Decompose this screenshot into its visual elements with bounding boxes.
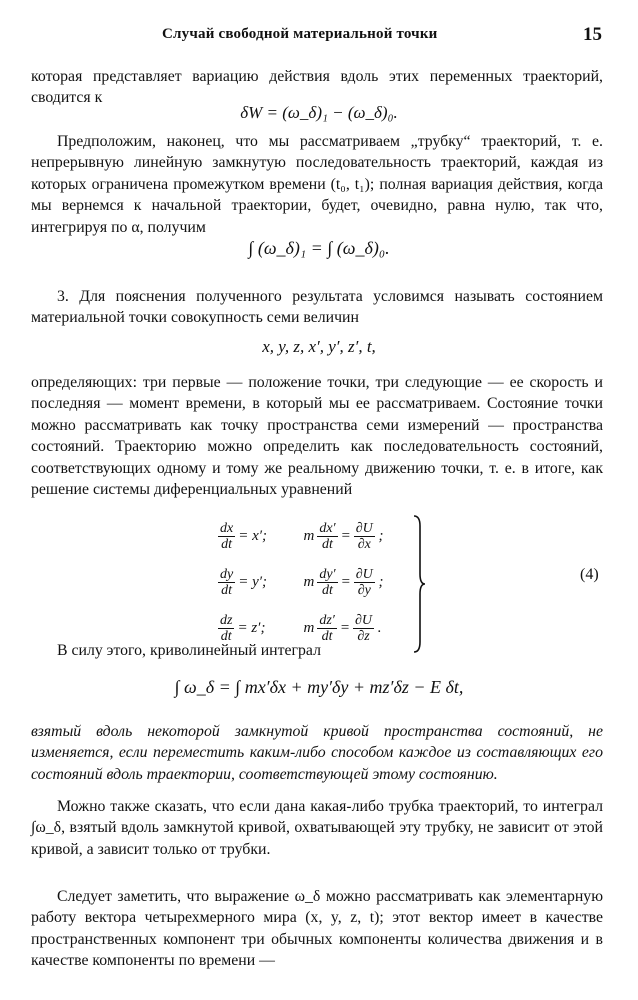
paragraph-4 [31,372,603,500]
equation-variation-text: δW = (ω_δ)₁ − (ω_δ)₀. [240,103,398,122]
equation-system-row-z: $\frac{dz}{dt}$ = z′; m $\frac{dz'}{dt}$ = $\frac{\partial U}{\partial z}$ . [220,612,382,644]
paragraph-8-text: Следует заметить, что выражение ω_δ можно рассматривать как элементарную работу вектора четырехмерного мира (x, y, z, t); этот вектор имеет в качестве пространственных компонент три обычных компоненты количества движения и в качестве компоненты по времени — [31,888,603,970]
paragraph-2 [31,131,603,238]
paragraph-2-text: Предположим, наконец, что мы рассматриваем „трубку“ траекторий, т. е. непрерывную линейную замкнутую последовательность траекторий, каждая из которых ограничена промежутком времени (t₀, t₁); полная вариация действия, когда мы вернемся к начальной траектории, будет, очевидно, равна нулю, так что, интегрируя по α, получим [31,133,603,236]
running-title: Случай свободной материальной точки [162,26,438,42]
paragraph-3-text: 3. Для пояснения полученного результата условимся называть состоянием материальной точки совокупность семи величин [31,288,603,327]
paragraph-6 [31,721,603,785]
equation-line-integral-text: ∫ ω_δ = ∫ mx′δx + my′δy + mz′δz − E δt, [174,677,464,697]
equation-state-variables-text: x, y, z, x′, y′, z′, t, [262,337,376,356]
equation-system-row-x: $\frac{dx}{dt}$ = x′; m $\frac{dx'}{dt}$ = $\frac{\partial U}{\partial x}$ ; [220,520,384,552]
paragraph-8 [31,886,603,972]
equation-state-variables [0,337,638,357]
paragraph-7 [31,796,603,860]
equation-integral-equality [0,238,638,259]
equation-number: (4) [580,566,599,583]
equation-variation [0,103,638,123]
paragraph-4-text: определяющих: три первые — положение точки, три следующие — ее скорость и последняя — момент времени, в который мы ее рассматриваем. Состояние точки можно рассматривать как точку пространства семи измерений — пространства состояний. Траекторию можно определить как последовательность состояний, соответствующих одному и тому же реальному движению точки, т. е. в итоге, как решение системы диференциальных уравнений [31,374,603,499]
page-number: 15 [583,24,602,45]
paragraph-3 [31,286,603,329]
paragraph-6-text: взятый вдоль некоторой замкнутой кривой пространства состояний, не изменяется, если переместить каким-либо способом каждое из составляющих его состояний вдоль траектории, соответствующей этому состоянию. [31,723,603,783]
paragraph-5-text: В силу этого, криволинейный интеграл [57,642,321,659]
paragraph-7-text: Можно также сказать, что если дана какая-либо трубка траекторий, то интеграл ∫ω_δ, взятый вдоль замкнутой кривой, охватывающей эту трубку, не зависит от этой кривой, а зависит только от трубки. [31,798,603,858]
equation-integral-equality-text: ∫ (ω_δ)₁ = ∫ (ω_δ)₀. [248,238,390,258]
running-header [0,26,638,50]
paragraph-1-text: которая представляет вариацию действия вдоль этих переменных траекторий, сводится к [31,68,603,107]
equation-system-row-y: $\frac{dy}{dt}$ = y′; m $\frac{dy'}{dt}$ = $\frac{\partial U}{\partial y}$ ; [220,566,384,598]
paragraph-5 [31,640,603,661]
equation-line-integral [0,677,638,698]
right-brace [412,514,426,654]
